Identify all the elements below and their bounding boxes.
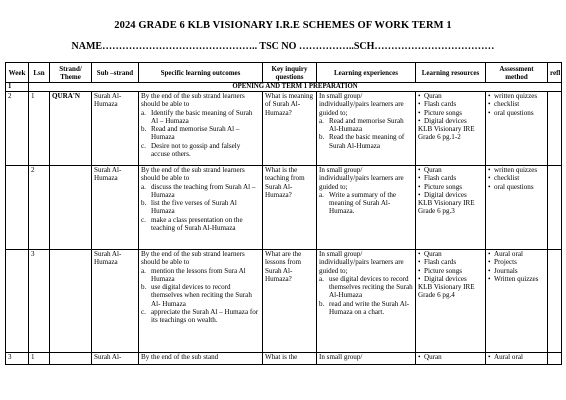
resource-item: • Quran <box>418 92 442 100</box>
week-cell: 2 <box>6 92 29 166</box>
opening-row <box>6 83 562 92</box>
experiences-intro: In small group/ individually/pairs learners are guided to; <box>319 250 404 275</box>
header-inquiry: Key inquiry questions <box>263 63 317 83</box>
inquiry-cell: What is the <box>263 353 317 365</box>
header-week: Week <box>6 63 29 83</box>
assessment-item: • Journals <box>488 266 518 275</box>
lesson-cell: 1 <box>29 353 50 365</box>
reflection-cell <box>548 353 562 365</box>
inquiry-cell: What are the lessons from Surah Al-Humaza? <box>263 250 317 353</box>
name-tsc-school-line: NAME……………………………………….. TSC NO ……………..SCH……………………………… <box>71 41 495 52</box>
assessment-cell <box>486 250 548 353</box>
strand-cell: QURA'N <box>50 92 92 166</box>
header-reflection: refl <box>548 63 562 83</box>
assessment-item: • written quizzes <box>488 166 538 174</box>
outcomes-intro: By the end of the sub strand learners should be able to <box>141 250 245 267</box>
resources-note: KLB Visionary IRE Grade 6 pg.3 <box>418 199 475 216</box>
header-outcomes: Specific learning outcomes <box>139 63 263 83</box>
resource-item: • Picture songs <box>418 266 463 275</box>
resources-cell <box>416 166 486 250</box>
resources-note: KLB Visionary IRE Grade 6 pg.1-2 <box>418 125 475 142</box>
assessment-item: • checklist <box>488 100 520 109</box>
resource-item: • Digital devices <box>418 190 467 199</box>
strand-cell <box>50 353 92 365</box>
assessment-item: • written quizzes <box>488 92 538 100</box>
experience-item: b. Read the basic meaning of Surah Al-Humaza <box>319 133 405 150</box>
outcomes-intro: By the end of the sub strand learners should be able to <box>141 166 245 183</box>
assessment-cell <box>486 166 548 250</box>
outcome-item: a. discuss the teaching from Surah Al – Humaza <box>141 182 256 199</box>
outcome-item: a. Identify the basic meaning of Surah Al – Humaza <box>141 108 253 125</box>
outcome-item: b. list the five verses of Surah Al Humaza <box>141 199 237 216</box>
experiences-cell: In small group/ <box>317 353 416 365</box>
header-row <box>6 63 562 83</box>
resources-cell <box>416 353 486 365</box>
resources-note: KLB Visionary IRE Grade 6 pg.4 <box>418 283 475 300</box>
assessment-item: • Projects <box>488 258 517 267</box>
page-crop-edge <box>0 392 566 400</box>
resource-item: • Quran <box>418 353 442 361</box>
schemes-of-work-table <box>5 62 562 365</box>
substrand-cell: Surah Al-Humaza <box>92 250 139 353</box>
assessment-item: • Written quizzes <box>488 274 539 283</box>
resource-item: • Picture songs <box>418 182 463 191</box>
assessment-item: • Aural oral <box>488 250 523 258</box>
strand-cell <box>50 166 92 250</box>
table-row <box>6 166 562 250</box>
table-row <box>6 92 562 166</box>
resource-item: • Flash cards <box>418 100 457 109</box>
resources-cell <box>416 92 486 166</box>
assessment-cell <box>486 353 548 365</box>
outcome-item: c. Desire not to gossip and falsely accuse others. <box>141 141 241 159</box>
resource-item: • Digital devices <box>418 274 467 283</box>
outcomes-cell <box>139 166 263 250</box>
header-resources: Learning resources <box>416 63 486 83</box>
header-assessment: Assessment method <box>486 63 548 83</box>
experience-item: b. read and write the Surah Al-Humaza on a chart. <box>319 299 410 317</box>
resources-cell <box>416 250 486 353</box>
inquiry-cell: What is meaning of Surah Al-Humaza? <box>263 92 317 166</box>
experiences-cell <box>317 166 416 250</box>
week-cell: 3 <box>6 353 29 365</box>
assessment-item: • checklist <box>488 174 520 183</box>
reflection-cell <box>548 250 562 353</box>
substrand-cell: Surah Al-Humaza <box>92 166 139 250</box>
resource-item: • Picture songs <box>418 108 463 117</box>
outcome-item: c. appreciate the Surah Al – Humaza for its teachings on wealth. <box>141 308 259 325</box>
experiences-cell <box>317 250 416 353</box>
resource-item: • Flash cards <box>418 258 457 267</box>
reflection-cell <box>548 166 562 250</box>
experience-item: a. Read and memorise Surah Al-Humaza <box>319 116 404 134</box>
outcomes-cell <box>139 250 263 353</box>
table-row <box>6 250 562 353</box>
substrand-cell: Surah Al-Humaza <box>92 92 139 166</box>
experiences-intro: In small group/ individually/pairs learners are guided to; <box>319 92 404 117</box>
assessment-item: • Aural oral <box>488 353 523 361</box>
outcome-item: b. Read and memorise Surah Al – Humaza <box>141 125 240 142</box>
experiences-cell <box>317 92 416 166</box>
resource-item: • Flash cards <box>418 174 457 183</box>
outcomes-intro: By the end of the sub strand learners should be able to <box>141 92 245 109</box>
header-strand: Strand/ Theme <box>50 63 92 83</box>
table-row <box>6 353 562 365</box>
outcomes-cell <box>139 92 263 166</box>
inquiry-cell: What is the teaching from Surah Al-Humaza? <box>263 166 317 250</box>
opening-week: 1 <box>6 83 29 92</box>
opening-text: OPENING AND TERM 1 PREPARATION <box>29 83 562 92</box>
resource-item: • Quran <box>418 166 442 174</box>
header-experiences: Learning experiences <box>317 63 416 83</box>
substrand-cell: Surah Al- <box>92 353 139 365</box>
header-substrand: Sub –strand <box>92 63 139 83</box>
outcome-item: c. make a class presentation on the teaching of Surah Al-Humaza <box>141 215 243 233</box>
resource-item: • Digital devices <box>418 116 467 125</box>
lesson-cell: 3 <box>29 250 50 353</box>
header-lesson: Lsn <box>29 63 50 83</box>
outcomes-cell: By the end of the sub stand <box>139 353 263 365</box>
assessment-item: • oral questions <box>488 182 534 191</box>
strand-cell <box>50 250 92 353</box>
week-cell <box>6 166 29 250</box>
experiences-intro: In small group/ individually/pairs learners are guided to; <box>319 166 404 191</box>
assessment-cell <box>486 92 548 166</box>
experience-item: a. use digital devices to record themselves reciting the Surah Al-Humaza <box>319 274 413 300</box>
outcome-item: b. use digital devices to record themselves when reciting the Surah Al- Humaza <box>141 283 252 308</box>
lesson-cell: 2 <box>29 166 50 250</box>
assessment-item: • oral questions <box>488 108 534 117</box>
lesson-cell: 1 <box>29 92 50 166</box>
reflection-cell <box>548 92 562 166</box>
week-cell <box>6 250 29 353</box>
outcome-item: a. mention the lessons from Sura Al Humaza <box>141 266 246 283</box>
resource-item: • Quran <box>418 250 442 258</box>
document-title: 2024 GRADE 6 KLB VISIONARY I.R.E SCHEMES OF WORK TERM 1 <box>114 20 452 31</box>
experience-item: a. Write a summary of the meaning of Surah Al-Humaza. <box>319 190 397 216</box>
